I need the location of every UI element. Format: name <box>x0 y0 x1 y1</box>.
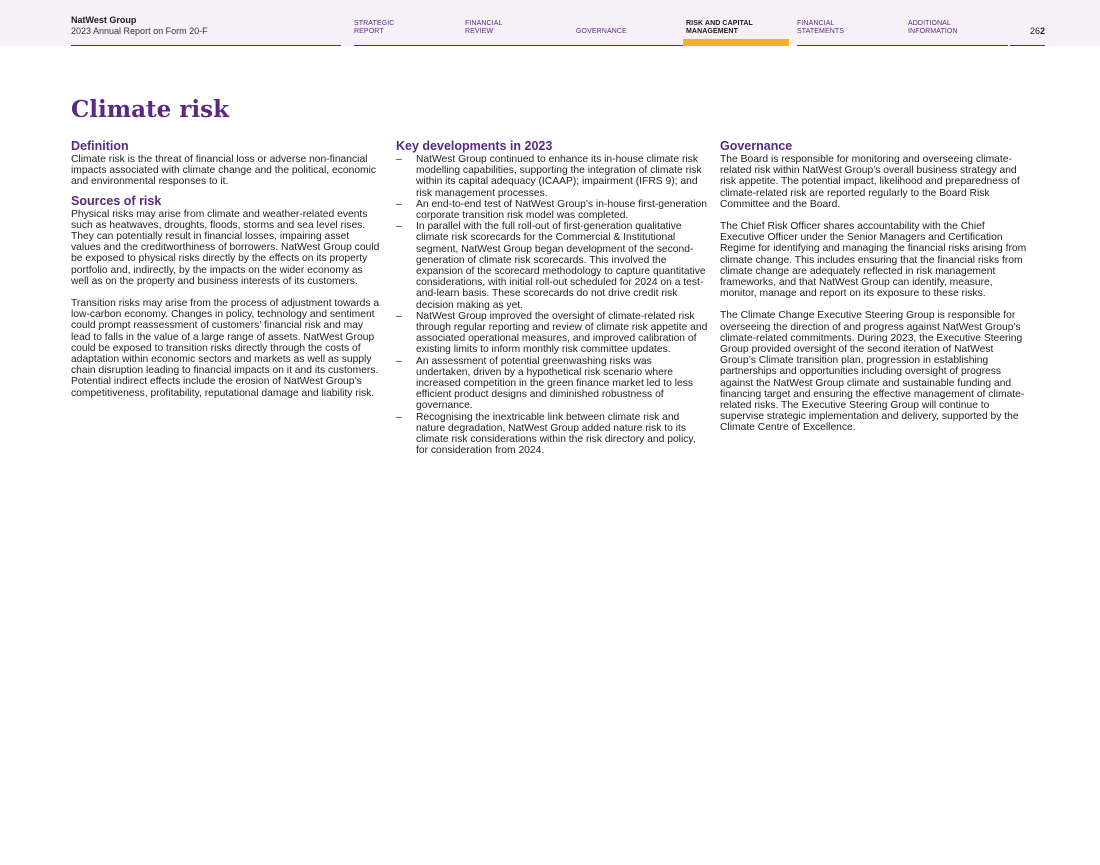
nav-strategic-report[interactable] <box>354 0 465 46</box>
nav-label: GOVERNANCE <box>576 28 627 35</box>
page-title: Climate risk <box>71 96 230 123</box>
list-item: – In parallel with the full roll-out of first-generation qualitative climate risk scorecards for the Commercial & Institutional segment, NatWest Group began development of the second-generation of climate risk scorecards. This involved the expansion of the scorecard methodology to capture quantitative considerations, with initial roll-out scheduled for 2024 on a test-and-learn basis. These scorecards do not drive credit risk decision making as yet. <box>396 221 708 311</box>
column-definition <box>71 139 381 399</box>
nav-label: FINANCIAL REVIEW <box>465 20 503 35</box>
column-key-developments <box>396 139 708 456</box>
nav-label: FINANCIAL STATEMENTS <box>797 20 845 35</box>
nav-financial-review[interactable] <box>465 0 576 46</box>
page-number-bold: 2 <box>1040 26 1046 36</box>
nav-risk-and-capital-management[interactable] <box>683 0 789 46</box>
transition-risks-paragraph: Transition risks may arise from the process of adjustment towards a low-carbon economy. Changes in policy, technology and sentiment could prompt reassessment of customers’ financial risk and may lead to falls in the value of a large range of assets. NatWest Group could be exposed to transition risks directly through the costs of adaptation within economic sectors and markets as well as supply chain disruption leading to financial impacts on it and its customers. Potential indirect effects include the erosion of NatWest Group’s competitiveness, profitability, reputational damage and liability risk. <box>71 298 380 399</box>
governance-heading: Governance <box>720 139 793 153</box>
column-governance <box>720 139 1030 434</box>
list-item: – NatWest Group continued to enhance its in-house climate risk modelling capabilities, supporting the integration of climate risk within its capital adequacy (ICAAP); impairment (IFRS 9); and risk management processes. <box>396 154 708 199</box>
governance-paragraph-cro: The Chief Risk Officer shares accountability with the Chief Executive Officer under the Senior Managers and Certification Regime for identifying and managing the financial risks arising from climate change. This includes ensuring that the financial risks from climate change are adequately reflected in risk management frameworks, and that NatWest Group can identify, measure, monitor, manage and report on its exposure to these risks. <box>720 221 1027 300</box>
brand-underline <box>71 45 341 46</box>
page-number-prefix: 26 <box>1030 26 1041 36</box>
nav-governance[interactable] <box>576 0 687 46</box>
brand-name: NatWest Group <box>71 15 137 25</box>
physical-risks-paragraph: Physical risks may arise from climate and weather-related events such as heatwaves, droughts, floods, storms and sea level rises. They can potentially result in financial losses, impairing asset values and the creditworthiness of borrowers. NatWest Group could be exposed to physical risks directly by the effects on its property portfolio and, indirectly, by the impacts on the wider economy as well as on the property and business interests of its customers. <box>71 208 380 287</box>
governance-paragraph-steering-group: The Climate Change Executive Steering Group is responsible for overseeing the direction of and progress against NatWest Group’s climate-related commitments. During 2023, the Executive Steering Group provided oversight of the second iteration of NatWest Group’s Climate transition plan, progression in establishing partnerships and opportunities including oversight of progress against the NatWest Group climate and sustainable funding and financing target and ensuring the effective management of climate-related risks. The Executive Steering Group will continue to supervise strategic implementation and delivery, supported by the Climate Centre of Excellence. <box>720 310 1025 434</box>
sources-heading: Sources of risk <box>71 193 162 208</box>
list-item: – NatWest Group improved the oversight of climate-related risk through regular reporting and review of climate risk appetite and associated operational measures, and improved calibration of existing limits to inform monthly risk committee updates. <box>396 311 708 356</box>
report-title: 2023 Annual Report on Form 20-F <box>71 26 208 36</box>
nav-financial-statements[interactable] <box>797 0 908 46</box>
key-developments-list <box>396 154 708 456</box>
page-number <box>1030 26 1045 36</box>
key-developments-heading: Key developments in 2023 <box>396 139 553 153</box>
nav-label: ADDITIONAL INFORMATION <box>908 20 958 35</box>
list-item: – An end-to-end test of NatWest Group’s in-house first-generation corporate transition risk model was completed. <box>396 199 708 221</box>
nav-label: STRATEGIC REPORT <box>354 20 395 35</box>
definition-text: Climate risk is the threat of financial loss or adverse non-financial impacts associated with climate change and the political, economic and environmental responses to it. <box>71 154 377 188</box>
brand-block <box>71 15 208 36</box>
nav-additional-information[interactable] <box>908 0 1008 46</box>
list-item: – An assessment of potential greenwashing risks was undertaken, driven by a hypothetical risk scenario where increased competition in the green finance market led to less efficient product designs and diminished robustness of governance. <box>396 356 708 412</box>
list-item: – Recognising the inextricable link between climate risk and nature degradation, NatWest Group added nature risk to its climate risk considerations within the risk directory and policy, for consideration from 2024. <box>396 412 708 457</box>
header-bar <box>0 0 1100 46</box>
governance-paragraph-board: The Board is responsible for monitoring and overseeing climate-related risk within NatWest Group’s overall business strategy and risk appetite. The potential impact, likelihood and preparedness of climate-related risk are reported regularly to the Board Risk Committee and the Board. <box>720 154 1020 210</box>
page-number-underline <box>1010 45 1045 46</box>
definition-heading: Definition <box>71 139 129 153</box>
nav-label: RISK AND CAPITAL MANAGEMENT <box>686 20 753 35</box>
